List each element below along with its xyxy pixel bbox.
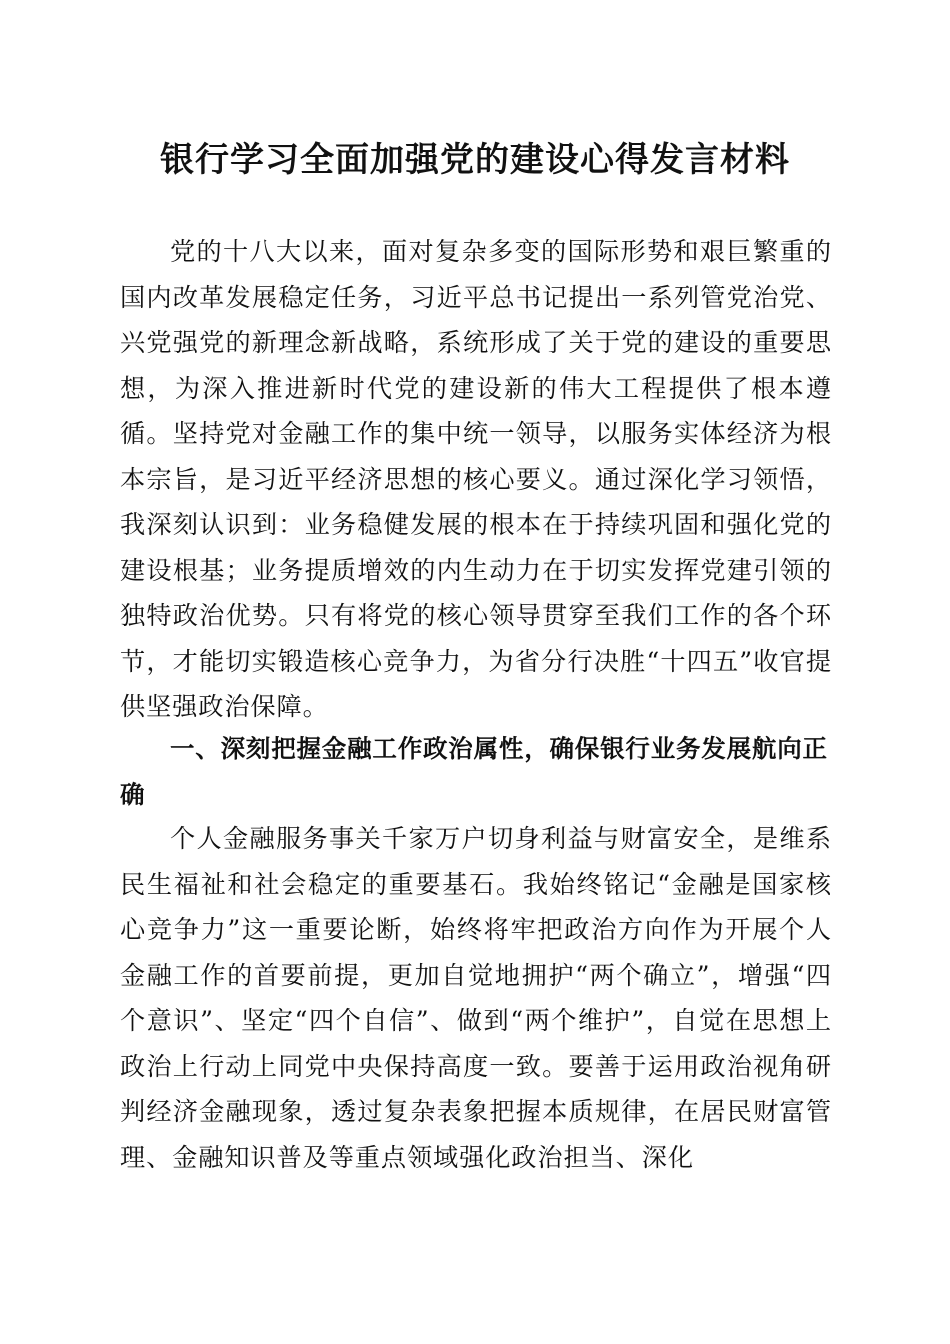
paragraph-intro: 党的十八大以来，面对复杂多变的国际形势和艰巨繁重的国内改革发展稳定任务，习近平总书记提出一系列管党治党、兴党强党的新理念新战略，系统形成了关于党的建设的重要思想，为深入推进新时代党的建设新的伟大工程提供了根本遵循。坚持党对金融工作的集中统一领导，以服务实体经济为根本宗旨，是习近平经济思想的核心要义。通过深化学习领悟，我深刻认识到：业务稳健发展的根本在于持续巩固和强化党的建设根基；业务提质增效的内生动力在于切实发挥党建引领的独特政治优势。只有将党的核心领导贯穿至我们工作的各个环节，才能切实锻造核心竞争力，为省分行决胜“十四五”收官提供坚强政治保障。 [120,237,832,721]
document-title: 银行学习全面加强党的建设心得发言材料 [160,140,790,180]
section-heading-1: 一、深刻把握金融工作政治属性，确保银行业务发展航向正确 [120,734,828,809]
paragraph-section-1: 个人金融服务事关千家万户切身利益与财富安全，是维系民生福祉和社会稳定的重要基石。我始终铭记“金融是国家核心竞争力”这一重要论断，始终将牢把政治方向作为开展个人金融工作的首要前提，更加自觉地拥护“两个确立”，增强“四个意识”、坚定“四个自信”、做到“两个维护”，自觉在思想上政治上行动上同党中央保持高度一致。要善于运用政治视角研判经济金融现象，透过复杂表象把握本质规律，在居民财富管理、金融知识普及等重点领域强化政治担当、深化 [120,824,832,1172]
